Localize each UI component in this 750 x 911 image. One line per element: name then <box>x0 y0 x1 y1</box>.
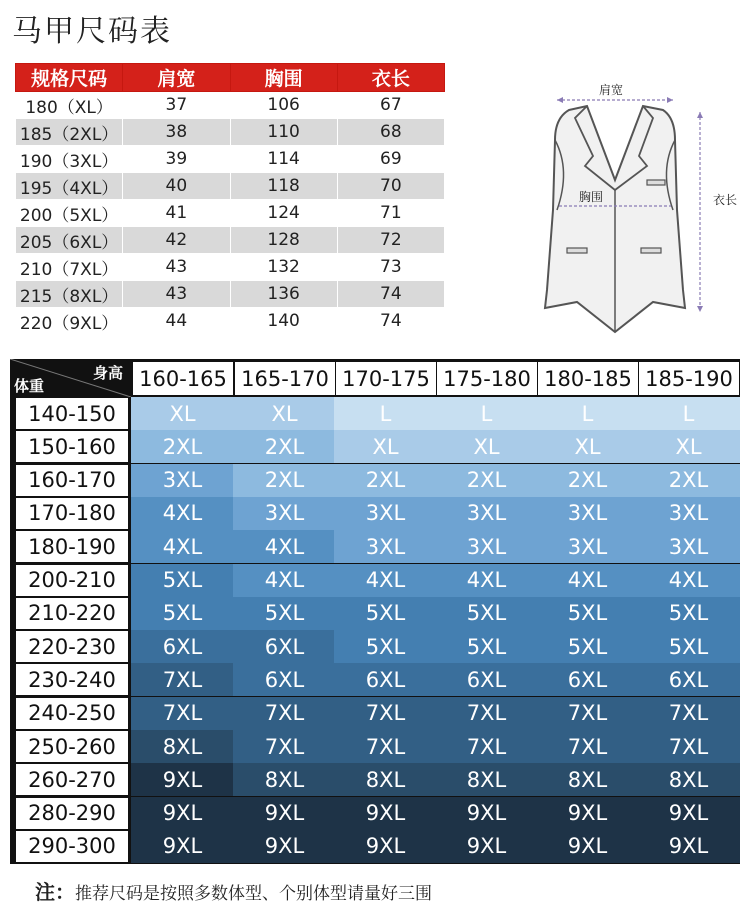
size-cell: 9XL <box>233 830 336 863</box>
size-cell: L <box>536 397 639 430</box>
row-size-cell: 200（5XL） <box>16 200 123 227</box>
size-cell: 5XL <box>131 564 234 597</box>
page-title: 马甲尺码表 <box>12 14 172 49</box>
weight-range-label: 200-210 <box>16 565 128 596</box>
height-range-header: 180-185 <box>538 362 638 395</box>
height-axis-label: 身高 <box>92 364 123 382</box>
size-cell: 4XL <box>131 497 234 530</box>
weight-range-label: 230-240 <box>16 664 128 695</box>
size-cell: 5XL <box>334 597 437 630</box>
matrix-corner-cell <box>10 359 131 397</box>
size-cell: XL <box>637 430 740 463</box>
size-table-row <box>16 92 445 119</box>
footnote-label: 注： <box>35 880 75 904</box>
size-cell: 7XL <box>536 697 639 730</box>
header-length: 衣长 <box>337 64 444 92</box>
size-cell: 8XL <box>435 763 538 796</box>
size-table-row <box>16 200 445 227</box>
row-shoulder-cell: 39 <box>123 146 230 173</box>
size-table-row <box>16 254 445 281</box>
row-chest-cell: 124 <box>230 200 337 227</box>
size-cell: 5XL <box>435 630 538 663</box>
vest-chest-pocket <box>647 180 665 185</box>
size-cell: 7XL <box>637 697 740 730</box>
row-length-cell: 70 <box>337 173 444 200</box>
size-cell: 5XL <box>131 597 234 630</box>
size-cell: L <box>637 397 740 430</box>
row-size-cell: 215（8XL） <box>16 281 123 308</box>
row-length-cell: 72 <box>337 227 444 254</box>
row-length-cell: 74 <box>337 308 444 335</box>
size-cell: XL <box>334 430 437 463</box>
vest-diagram <box>535 70 750 340</box>
header-size: 规格尺码 <box>16 64 123 92</box>
size-cell: 3XL <box>435 497 538 530</box>
size-cell: 2XL <box>435 464 538 497</box>
size-table-header-row <box>16 64 445 92</box>
height-range-header: 170-175 <box>336 362 436 395</box>
size-cell: 9XL <box>131 830 234 863</box>
size-cell: 4XL <box>536 564 639 597</box>
weight-range-label: 290-300 <box>16 831 128 862</box>
row-shoulder-cell: 43 <box>123 254 230 281</box>
size-cell: 5XL <box>536 630 639 663</box>
size-cell: 7XL <box>233 697 336 730</box>
size-cell: 6XL <box>233 630 336 663</box>
length-arrow-bottom-icon <box>697 306 703 312</box>
size-cell: 3XL <box>233 497 336 530</box>
size-cell: L <box>435 397 538 430</box>
height-range-header: 160-165 <box>133 362 233 395</box>
size-cell: 3XL <box>334 530 437 563</box>
size-cell: 5XL <box>536 597 639 630</box>
weight-range-label: 140-150 <box>16 398 128 429</box>
size-cell: 3XL <box>637 530 740 563</box>
size-cell: 8XL <box>131 730 234 763</box>
row-chest-cell: 128 <box>230 227 337 254</box>
size-cell: 2XL <box>233 464 336 497</box>
size-cell: 9XL <box>637 797 740 830</box>
chest-label: 胸围 <box>579 190 604 204</box>
weight-range-label: 260-270 <box>16 764 128 795</box>
header-chest: 胸围 <box>230 64 337 92</box>
size-cell: 6XL <box>233 663 336 696</box>
shoulder-arrow-left-icon <box>557 97 563 103</box>
shoulder-arrow-right-icon <box>667 97 673 103</box>
size-cell: 7XL <box>435 697 538 730</box>
size-cell: 2XL <box>536 464 639 497</box>
size-table-row <box>16 119 445 146</box>
row-size-cell: 205（6XL） <box>16 227 123 254</box>
height-range-header: 175-180 <box>437 362 537 395</box>
header-shoulder: 肩宽 <box>123 64 230 92</box>
size-cell: 8XL <box>233 763 336 796</box>
row-length-cell: 73 <box>337 254 444 281</box>
size-cell: 7XL <box>637 730 740 763</box>
row-shoulder-cell: 38 <box>123 119 230 146</box>
row-chest-cell: 106 <box>230 92 337 119</box>
size-cell: 2XL <box>334 464 437 497</box>
size-cell: 6XL <box>536 663 639 696</box>
row-shoulder-cell: 44 <box>123 308 230 335</box>
size-cell: 7XL <box>334 730 437 763</box>
row-size-cell: 210（7XL） <box>16 254 123 281</box>
size-cell: 3XL <box>536 497 639 530</box>
size-cell: XL <box>536 430 639 463</box>
weight-range-label: 150-160 <box>16 431 128 462</box>
weight-range-label: 220-230 <box>16 631 128 662</box>
size-cell: 6XL <box>131 630 234 663</box>
row-shoulder-cell: 41 <box>123 200 230 227</box>
size-cell: 8XL <box>637 763 740 796</box>
size-cell: XL <box>131 397 234 430</box>
size-cell: L <box>334 397 437 430</box>
row-shoulder-cell: 42 <box>123 227 230 254</box>
size-cell: 4XL <box>637 564 740 597</box>
size-table-row <box>16 227 445 254</box>
size-cell: 4XL <box>435 564 538 597</box>
weight-range-label: 170-180 <box>16 498 128 529</box>
row-chest-cell: 136 <box>230 281 337 308</box>
row-chest-cell: 140 <box>230 308 337 335</box>
size-table-row <box>16 308 445 335</box>
size-cell: 5XL <box>435 597 538 630</box>
height-range-header: 165-170 <box>235 362 335 395</box>
size-cell: 9XL <box>536 830 639 863</box>
size-cell: 9XL <box>233 797 336 830</box>
row-chest-cell: 110 <box>230 119 337 146</box>
size-table-row <box>16 146 445 173</box>
row-chest-cell: 114 <box>230 146 337 173</box>
size-cell: 5XL <box>233 597 336 630</box>
size-cell: 9XL <box>536 797 639 830</box>
size-cell: 9XL <box>334 830 437 863</box>
row-size-cell: 190（3XL） <box>16 146 123 173</box>
length-label: 衣长 <box>713 193 738 207</box>
size-cell: 5XL <box>637 597 740 630</box>
size-cell: 7XL <box>334 697 437 730</box>
size-cell: 4XL <box>233 564 336 597</box>
row-shoulder-cell: 43 <box>123 281 230 308</box>
row-length-cell: 67 <box>337 92 444 119</box>
size-cell: 7XL <box>131 663 234 696</box>
size-cell: 3XL <box>435 530 538 563</box>
size-cell: 7XL <box>435 730 538 763</box>
size-cell: 3XL <box>536 530 639 563</box>
size-cell: 8XL <box>334 763 437 796</box>
size-cell: 9XL <box>131 763 234 796</box>
size-cell: 5XL <box>637 630 740 663</box>
size-cell: 9XL <box>131 797 234 830</box>
row-size-cell: 195（4XL） <box>16 173 123 200</box>
row-chest-cell: 132 <box>230 254 337 281</box>
weight-range-label: 180-190 <box>16 531 128 562</box>
size-cell: 2XL <box>637 464 740 497</box>
size-cell: 5XL <box>334 630 437 663</box>
size-spec-table <box>15 63 445 335</box>
size-cell: 6XL <box>435 663 538 696</box>
weight-range-label: 280-290 <box>16 798 128 829</box>
row-length-cell: 68 <box>337 119 444 146</box>
row-shoulder-cell: 37 <box>123 92 230 119</box>
row-length-cell: 71 <box>337 200 444 227</box>
size-table-row <box>16 281 445 308</box>
row-size-cell: 220（9XL） <box>16 308 123 335</box>
size-table-row <box>16 173 445 200</box>
footnote-text: 推荐尺码是按照多数体型、个别体型请量好三围 <box>75 884 432 904</box>
weight-range-label: 250-260 <box>16 731 128 762</box>
size-cell: 3XL <box>131 464 234 497</box>
size-cell: 4XL <box>233 530 336 563</box>
weight-range-label: 240-250 <box>16 698 128 729</box>
weight-range-label: 210-220 <box>16 598 128 629</box>
size-cell: 3XL <box>334 497 437 530</box>
weight-range-label: 160-170 <box>16 465 128 496</box>
size-cell: 7XL <box>233 730 336 763</box>
size-cell: 4XL <box>131 530 234 563</box>
size-cell: XL <box>233 397 336 430</box>
row-length-cell: 69 <box>337 146 444 173</box>
size-cell: 7XL <box>536 730 639 763</box>
size-cell: 2XL <box>131 430 234 463</box>
size-cell: 3XL <box>637 497 740 530</box>
weight-axis-label: 体重 <box>14 377 45 395</box>
vest-pocket-left <box>567 248 587 253</box>
row-shoulder-cell: 40 <box>123 173 230 200</box>
size-recommendation-matrix <box>10 359 740 864</box>
size-table-body <box>16 92 445 335</box>
size-cell: 9XL <box>435 797 538 830</box>
size-cell: 9XL <box>435 830 538 863</box>
length-arrow-top-icon <box>697 112 703 118</box>
size-cell: XL <box>435 430 538 463</box>
size-cell: 2XL <box>233 430 336 463</box>
size-cell: 8XL <box>536 763 639 796</box>
size-cell: 6XL <box>637 663 740 696</box>
shoulder-label: 肩宽 <box>599 83 624 97</box>
size-cell: 9XL <box>637 830 740 863</box>
height-range-header: 185-190 <box>639 362 739 395</box>
footnote <box>35 876 432 905</box>
row-length-cell: 74 <box>337 281 444 308</box>
vest-pocket-right <box>641 248 661 253</box>
size-cell: 9XL <box>334 797 437 830</box>
size-cell: 6XL <box>334 663 437 696</box>
row-size-cell: 185（2XL） <box>16 119 123 146</box>
row-size-cell: 180（XL） <box>16 92 123 119</box>
size-cell: 7XL <box>131 697 234 730</box>
size-cell: 4XL <box>334 564 437 597</box>
row-chest-cell: 118 <box>230 173 337 200</box>
